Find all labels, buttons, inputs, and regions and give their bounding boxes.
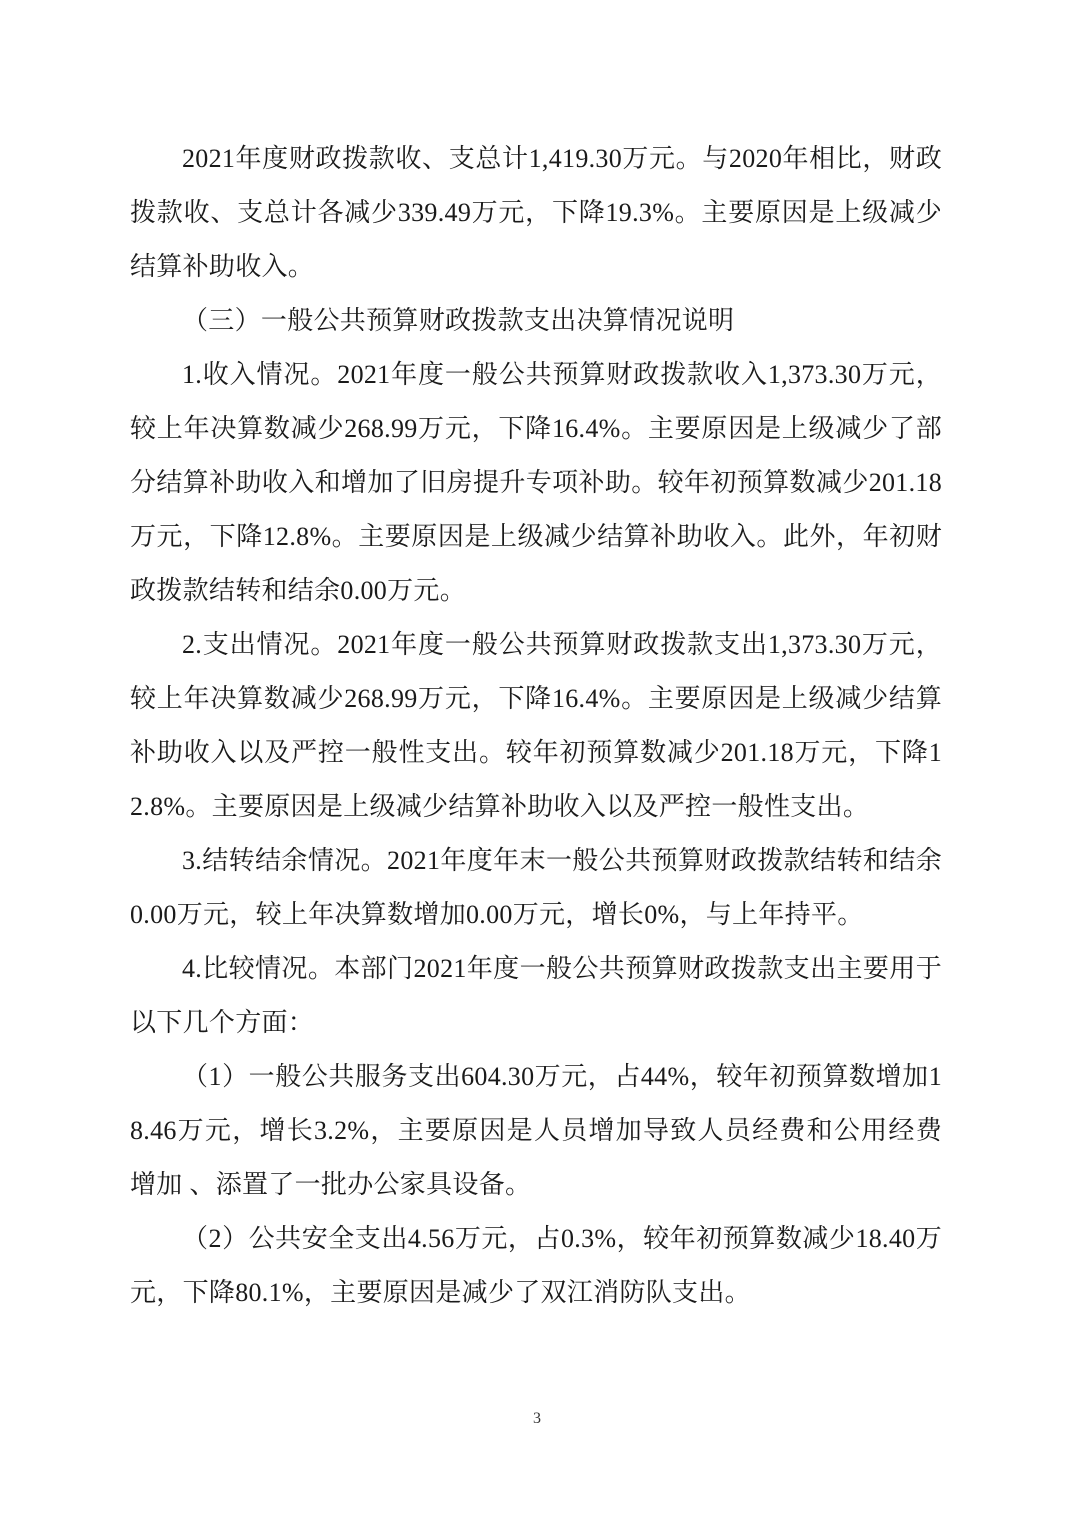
paragraph-expenditure: 2.支出情况。2021年度一般公共预算财政拨款支出1,373.30万元，较上年决算数减少268.99万元，下降16.4%。主要原因是上级减少结算补助收入以及严控一般性支出。较年初预算数减少201.18万元，下降12.8%。主要原因是上级减少结算补助收入以及严控一般性支出。 <box>130 630 942 821</box>
page-number: 3 <box>533 1410 541 1427</box>
paragraph-total-appropriation: 2021年度财政拨款收、支总计1,419.30万元。与2020年相比，财政拨款收、支总计各减少339.49万元，下降19.3%。主要原因是上级减少结算补助收入。 <box>130 144 942 281</box>
paragraph-carryover: 3.结转结余情况。2021年度年末一般公共预算财政拨款结转和结余0.00万元，较上年决算数增加0.00万元，增长0%，与上年持平。 <box>130 846 942 929</box>
paragraph-comparison: 4.比较情况。本部门2021年度一般公共预算财政拨款支出主要用于以下几个方面： <box>130 954 942 1037</box>
paragraph-public-services: （1）一般公共服务支出604.30万元，占44%，较年初预算数增加18.46万元，增长3.2%，主要原因是人员增加导致人员经费和公用经费增加 、添置了一批办公家具设备。 <box>130 1062 942 1199</box>
section-heading-general-budget: （三）一般公共预算财政拨款支出决算情况说明 <box>182 306 735 335</box>
paragraph-public-safety: （2）公共安全支出4.56万元，占0.3%，较年初预算数减少18.40万元，下降80.1%，主要原因是减少了双江消防队支出。 <box>130 1224 942 1307</box>
paragraph-income: 1.收入情况。2021年度一般公共预算财政拨款收入1,373.30万元，较上年决算数减少268.99万元，下降16.4%。主要原因是上级减少了部分结算补助收入和增加了旧房提升专项补助。较年初预算数减少201.18万元，下降12.8%。主要原因是上级减少结算补助收入。此外，年初财政拨款结转和结余0.00万元。 <box>130 360 942 605</box>
document-body <box>130 132 942 1320</box>
